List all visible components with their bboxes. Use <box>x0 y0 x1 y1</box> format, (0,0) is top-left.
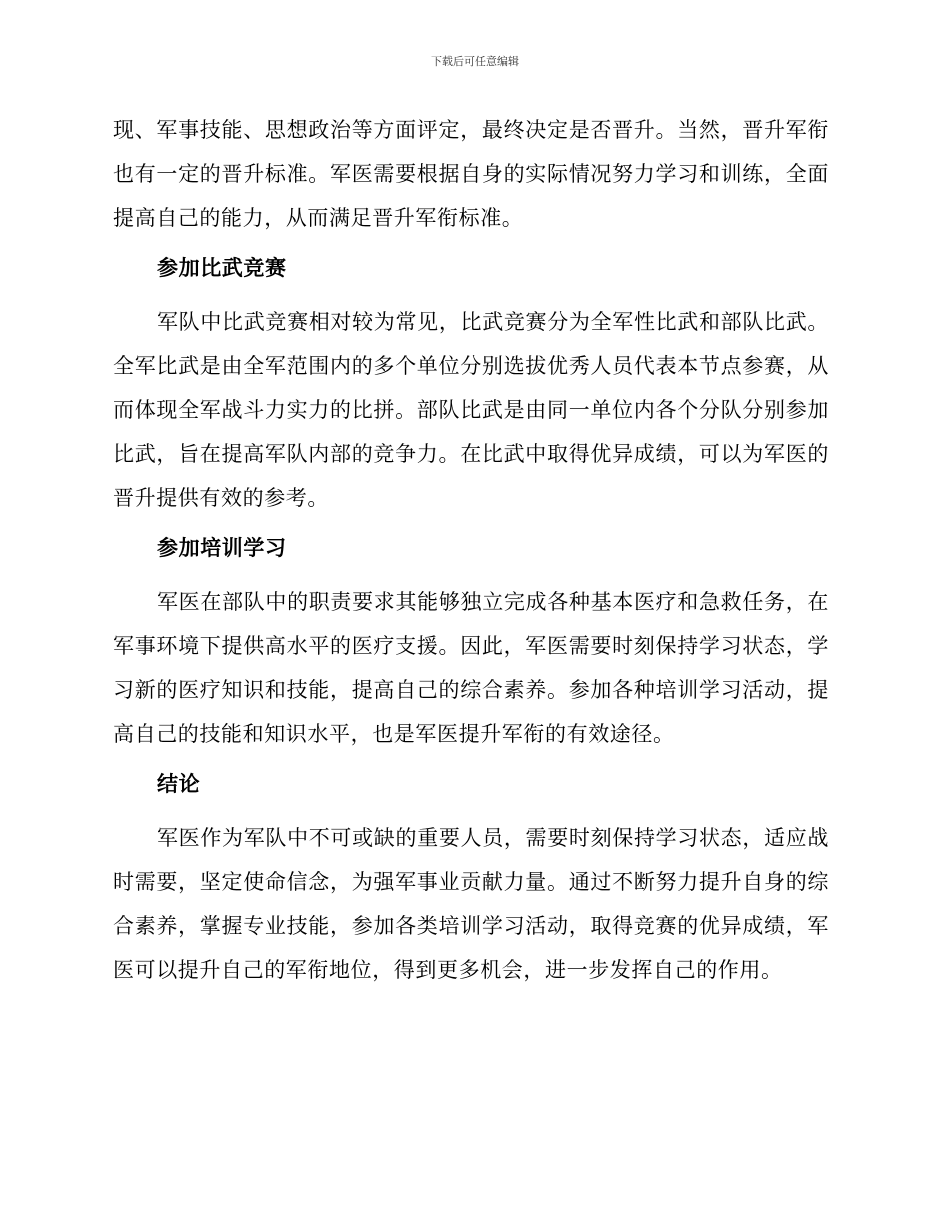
document-body <box>113 108 829 992</box>
section-heading-conclusion: 结论 <box>157 772 201 796</box>
page-header: 下载后可任意编辑 <box>431 55 519 68</box>
section-heading-competition: 参加比武竞赛 <box>157 256 287 280</box>
section-paragraph-training: 军医在部队中的职责要求其能够独立完成各种基本医疗和急救任务，在军事环境下提供高水平的医疗支援。因此，军医需要时刻保持学习状态，学习新的医疗知识和技能，提高自己的综合素养。参加各种培训学习活动，提高自己的技能和知识水平，也是军医提升军衔的有效途径。 <box>113 590 829 746</box>
section-paragraph-competition: 军队中比武竞赛相对较为常见，比武竞赛分为全军性比武和部队比武。全军比武是由全军范围内的多个单位分别选拔优秀人员代表本节点参赛，从而体现全军战斗力实力的比拼。部队比武是由同一单位内各个分队分别参加比武，旨在提高军队内部的竞争力。在比武中取得优异成绩，可以为军医的晋升提供有效的参考。 <box>113 310 829 510</box>
section-heading-training: 参加培训学习 <box>157 536 287 560</box>
intro-paragraph: 现、军事技能、思想政治等方面评定，最终决定是否晋升。当然，晋升军衔也有一定的晋升标准。军医需要根据自身的实际情况努力学习和训练，全面提高自己的能力，从而满足晋升军衔标准。 <box>113 118 829 230</box>
section-paragraph-conclusion: 军医作为军队中不可或缺的重要人员，需要时刻保持学习状态，适应战时需要，坚定使命信念，为强军事业贡献力量。通过不断努力提升自身的综合素养，掌握专业技能，参加各类培训学习活动，取得竞赛的优异成绩，军医可以提升自己的军衔地位，得到更多机会，进一步发挥自己的作用。 <box>113 826 829 982</box>
